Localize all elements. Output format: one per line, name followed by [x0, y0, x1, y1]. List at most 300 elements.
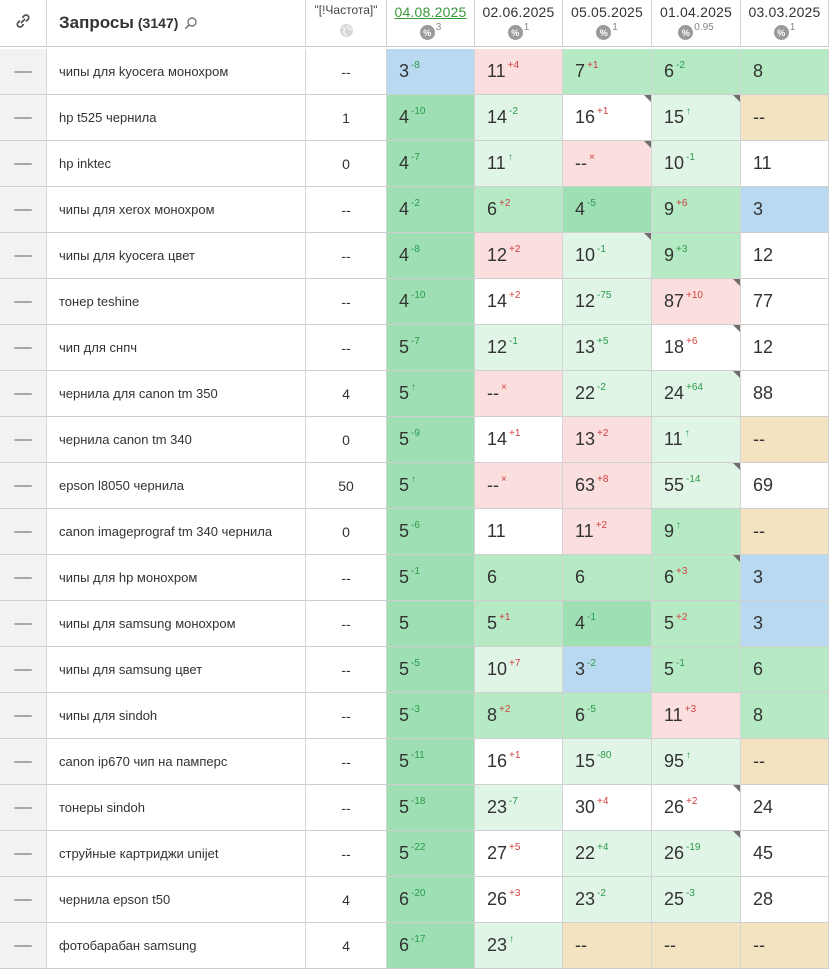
corner-marker-icon	[733, 279, 740, 286]
position-cell[interactable]	[387, 785, 475, 831]
position-value: --	[753, 429, 765, 449]
position-cell[interactable]	[741, 95, 829, 141]
percent-value: 1	[789, 22, 796, 33]
position-change: ↑	[411, 382, 417, 393]
position-cell[interactable]	[563, 325, 652, 371]
position-cell[interactable]	[387, 279, 475, 325]
position-cell[interactable]	[563, 463, 652, 509]
position-cell[interactable]	[741, 877, 829, 923]
position-value: 12	[753, 245, 774, 265]
position-cell[interactable]	[741, 417, 829, 463]
position-value: --	[575, 153, 587, 173]
position-value: 18	[664, 337, 685, 357]
position-cell[interactable]	[741, 49, 829, 95]
position-value: 5	[399, 475, 410, 495]
table-row	[0, 371, 829, 417]
position-value: 26	[664, 797, 685, 817]
position-value: 45	[753, 843, 774, 863]
position-change: -2	[411, 198, 420, 209]
position-cell[interactable]	[475, 279, 563, 325]
position-cell[interactable]	[563, 693, 652, 739]
position-cell[interactable]	[475, 831, 563, 877]
row-handle[interactable]	[0, 325, 47, 371]
position-cell[interactable]	[387, 601, 475, 647]
position-value: 6	[487, 199, 498, 219]
position-cell[interactable]	[563, 233, 652, 279]
position-change: -3	[686, 888, 695, 899]
row-handle[interactable]	[0, 693, 47, 739]
position-value: 8	[487, 705, 498, 725]
position-value: 16	[487, 751, 508, 771]
position-change: -10	[411, 106, 426, 117]
percent-value: 3	[435, 22, 442, 33]
position-change: ↑	[686, 106, 692, 117]
position-cell[interactable]	[563, 739, 652, 785]
position-value: 10	[487, 659, 508, 679]
position-cell[interactable]	[563, 647, 652, 693]
position-cell[interactable]	[652, 463, 741, 509]
position-cell[interactable]	[475, 555, 563, 601]
position-cell[interactable]	[741, 463, 829, 509]
search-icon[interactable]	[184, 16, 198, 30]
position-cell[interactable]	[652, 49, 741, 95]
position-value: --	[753, 521, 765, 541]
corner-marker-icon	[733, 831, 740, 838]
row-handle[interactable]	[0, 877, 47, 923]
corner-marker-icon	[644, 233, 651, 240]
position-value: 4	[575, 199, 586, 219]
position-cell[interactable]	[741, 601, 829, 647]
query-cell[interactable]: hp t525 чернила	[47, 95, 306, 141]
position-value: 11	[487, 61, 506, 81]
position-value: 15	[664, 107, 685, 127]
dash-icon	[14, 761, 32, 763]
row-handle[interactable]	[0, 509, 47, 555]
position-cell[interactable]	[563, 49, 652, 95]
position-cell[interactable]	[475, 325, 563, 371]
position-cell[interactable]	[741, 141, 829, 187]
position-change: +3	[509, 888, 521, 899]
position-cell[interactable]	[563, 417, 652, 463]
position-value: 6	[399, 889, 410, 909]
position-value: 6	[487, 567, 498, 587]
position-value: 55	[664, 475, 685, 495]
date-column-label[interactable]: 01.04.2025	[659, 4, 733, 20]
position-cell[interactable]	[741, 371, 829, 417]
row-handle[interactable]	[0, 187, 47, 233]
date-column-header-4[interactable]	[741, 0, 829, 47]
position-cell[interactable]	[475, 371, 563, 417]
position-cell[interactable]	[652, 555, 741, 601]
position-cell[interactable]	[563, 601, 652, 647]
position-change: -2	[509, 106, 518, 117]
position-change: +7	[509, 658, 521, 669]
position-change: +2	[499, 704, 511, 715]
position-cell[interactable]	[741, 831, 829, 877]
position-change: +1	[509, 750, 521, 761]
position-cell[interactable]	[387, 95, 475, 141]
frequency-cell: 50	[306, 463, 387, 509]
date-column-label[interactable]: 05.05.2025	[570, 4, 644, 20]
position-value: 6	[664, 61, 675, 81]
row-handle[interactable]	[0, 49, 47, 95]
position-change: +3	[684, 704, 697, 715]
position-cell[interactable]	[475, 739, 563, 785]
percent-badge-icon: %	[678, 25, 693, 40]
date-column-label[interactable]: 03.03.2025	[748, 4, 821, 20]
position-cell[interactable]	[475, 601, 563, 647]
frequency-column-header[interactable]	[306, 0, 387, 47]
row-handle[interactable]	[0, 601, 47, 647]
position-value: 6	[575, 567, 586, 587]
position-value: 3	[575, 659, 586, 679]
position-value: 14	[487, 429, 508, 449]
row-handle[interactable]	[0, 141, 47, 187]
position-change: +2	[595, 520, 608, 531]
position-cell[interactable]	[387, 141, 475, 187]
dash-icon	[14, 623, 32, 625]
position-cell[interactable]	[741, 923, 829, 969]
table-row	[0, 417, 829, 463]
position-value: 63	[575, 475, 596, 495]
position-cell[interactable]	[652, 739, 741, 785]
position-value: 28	[753, 889, 774, 909]
row-handle[interactable]	[0, 279, 47, 325]
position-change: +10	[686, 290, 703, 301]
position-change: -2	[676, 60, 685, 71]
query-cell[interactable]: чернила canon tm 340	[47, 417, 306, 463]
position-value: 95	[664, 751, 685, 771]
position-value: 15	[575, 751, 596, 771]
position-cell[interactable]	[387, 463, 475, 509]
corner-marker-icon	[644, 95, 651, 102]
position-value: --	[753, 751, 765, 771]
query-count: (3147)	[137, 15, 179, 31]
position-cell[interactable]	[387, 509, 475, 555]
query-cell[interactable]: чипы для samsung цвет	[47, 647, 306, 693]
position-value: --	[753, 107, 765, 127]
position-cell[interactable]	[652, 95, 741, 141]
date-column-label[interactable]: 02.06.2025	[482, 4, 555, 20]
dash-icon	[14, 301, 32, 303]
position-cell[interactable]	[741, 739, 829, 785]
position-change: +5	[597, 336, 609, 347]
frequency-cell: 4	[306, 923, 387, 969]
position-value: 3	[753, 567, 764, 587]
position-cell[interactable]	[387, 371, 475, 417]
corner-marker-icon	[733, 463, 740, 470]
position-value: 5	[399, 659, 410, 679]
position-cell[interactable]	[475, 141, 563, 187]
position-change: +2	[676, 612, 688, 623]
position-cell[interactable]	[563, 555, 652, 601]
position-cell[interactable]	[741, 279, 829, 325]
position-cell[interactable]	[741, 555, 829, 601]
position-cell[interactable]	[387, 417, 475, 463]
corner-marker-icon	[733, 555, 740, 562]
row-handle[interactable]	[0, 463, 47, 509]
position-cell[interactable]	[652, 509, 741, 555]
position-value: 5	[399, 751, 410, 771]
table-row	[0, 95, 829, 141]
position-cell[interactable]	[741, 187, 829, 233]
dash-icon	[14, 209, 32, 211]
row-handle[interactable]	[0, 371, 47, 417]
position-cell[interactable]	[475, 417, 563, 463]
row-handle[interactable]	[0, 923, 47, 969]
position-change: -7	[509, 796, 518, 807]
position-cell[interactable]	[475, 785, 563, 831]
query-cell[interactable]: чип для снпч	[47, 325, 306, 371]
position-change: +2	[509, 244, 521, 255]
table-row	[0, 647, 829, 693]
position-cell[interactable]	[652, 141, 741, 187]
dash-icon	[14, 577, 32, 579]
position-value: 11	[664, 705, 683, 725]
table-row	[0, 739, 829, 785]
position-cell[interactable]	[387, 555, 475, 601]
date-column-header-2[interactable]	[563, 0, 652, 47]
position-cell[interactable]	[741, 785, 829, 831]
percent-badge-icon: %	[774, 25, 789, 40]
row-handle[interactable]	[0, 233, 47, 279]
position-value: 5	[487, 613, 498, 633]
date-column-label[interactable]: 04.08.2025	[394, 4, 467, 20]
position-value: 16	[575, 107, 596, 127]
position-change: -19	[686, 842, 701, 853]
position-change: +1	[587, 60, 599, 71]
query-cell[interactable]: hp inktec	[47, 141, 306, 187]
position-cell[interactable]	[741, 233, 829, 279]
position-value: 10	[575, 245, 596, 265]
position-cell[interactable]	[741, 325, 829, 371]
position-cell[interactable]	[652, 877, 741, 923]
position-cell[interactable]	[652, 831, 741, 877]
position-cell[interactable]	[387, 877, 475, 923]
position-value: 9	[664, 245, 675, 265]
dash-icon	[14, 71, 32, 73]
position-change: ↑	[676, 520, 682, 531]
position-change: -18	[411, 796, 426, 807]
percent-badge-icon: %	[508, 25, 523, 40]
position-value: 8	[753, 61, 764, 81]
position-value: 4	[575, 613, 586, 633]
position-cell[interactable]	[387, 647, 475, 693]
position-value: 4	[399, 291, 410, 311]
position-cell[interactable]	[741, 647, 829, 693]
frequency-cell: 4	[306, 371, 387, 417]
position-cell[interactable]	[652, 325, 741, 371]
position-cell[interactable]	[475, 693, 563, 739]
frequency-cell: --	[306, 279, 387, 325]
position-change: +6	[676, 198, 688, 209]
position-value: 5	[399, 613, 410, 633]
query-cell[interactable]: тонеры sindoh	[47, 785, 306, 831]
position-value: 5	[399, 521, 410, 541]
link-icon[interactable]	[14, 12, 32, 35]
position-change: -8	[411, 244, 420, 255]
query-cell[interactable]: чипы для hp монохром	[47, 555, 306, 601]
position-change: ↑	[684, 428, 690, 439]
position-cell[interactable]	[387, 739, 475, 785]
position-change: -1	[587, 612, 596, 623]
position-cell[interactable]	[475, 877, 563, 923]
frequency-cell: --	[306, 49, 387, 95]
position-cell[interactable]	[563, 371, 652, 417]
query-cell[interactable]: фотобарабан samsung	[47, 923, 306, 969]
date-column-header-1[interactable]	[475, 0, 563, 47]
frequency-cell: 1	[306, 95, 387, 141]
position-value: 12	[753, 337, 774, 357]
position-change: +5	[509, 842, 521, 853]
position-change: -5	[587, 704, 596, 715]
position-cell[interactable]	[652, 601, 741, 647]
query-cell[interactable]: струйные картриджи unijet	[47, 831, 306, 877]
position-cell[interactable]	[652, 187, 741, 233]
position-cell[interactable]	[475, 647, 563, 693]
position-change: +2	[499, 198, 511, 209]
position-cell[interactable]	[387, 325, 475, 371]
row-handle[interactable]	[0, 95, 47, 141]
query-cell[interactable]: чипы для sindoh	[47, 693, 306, 739]
row-handle[interactable]	[0, 739, 47, 785]
query-cell[interactable]: чернила epson t50	[47, 877, 306, 923]
position-value: 26	[487, 889, 508, 909]
position-cell[interactable]	[741, 693, 829, 739]
dash-icon	[14, 899, 32, 901]
query-cell[interactable]: чернила для canon tm 350	[47, 371, 306, 417]
position-change: +2	[597, 428, 609, 439]
position-change: -8	[411, 60, 420, 71]
corner-marker-icon	[733, 371, 740, 378]
position-cell[interactable]	[652, 647, 741, 693]
position-cell[interactable]	[563, 187, 652, 233]
dash-icon	[14, 117, 32, 119]
position-change: +64	[686, 382, 703, 393]
position-cell[interactable]	[563, 95, 652, 141]
position-cell[interactable]	[741, 509, 829, 555]
position-change: ↑	[507, 152, 513, 163]
position-cell[interactable]	[652, 279, 741, 325]
row-handle[interactable]	[0, 555, 47, 601]
position-value: 13	[575, 337, 596, 357]
position-cell[interactable]	[475, 233, 563, 279]
frequency-cell: 0	[306, 509, 387, 555]
position-change: +4	[597, 796, 609, 807]
frequency-cell: --	[306, 187, 387, 233]
dash-icon	[14, 945, 32, 947]
position-value: --	[487, 383, 499, 403]
position-value: --	[664, 935, 676, 955]
position-cell[interactable]	[563, 923, 652, 969]
position-change: ↑	[411, 474, 417, 485]
position-cell[interactable]	[652, 923, 741, 969]
position-cell[interactable]	[563, 877, 652, 923]
link-column-header[interactable]	[0, 0, 47, 47]
row-handle[interactable]	[0, 417, 47, 463]
position-cell[interactable]	[387, 233, 475, 279]
position-cell[interactable]	[563, 509, 652, 555]
position-cell[interactable]	[652, 233, 741, 279]
position-cell[interactable]	[475, 187, 563, 233]
row-handle[interactable]	[0, 647, 47, 693]
position-value: 25	[664, 889, 685, 909]
query-cell[interactable]: чипы для kyocera цвет	[47, 233, 306, 279]
query-cell[interactable]: epson l8050 чернила	[47, 463, 306, 509]
position-cell[interactable]	[563, 279, 652, 325]
table-row	[0, 141, 829, 187]
table-row	[0, 923, 829, 969]
query-cell[interactable]: canon ip670 чип на памперс	[47, 739, 306, 785]
position-cell[interactable]	[652, 785, 741, 831]
position-cell[interactable]	[475, 95, 563, 141]
position-value: 3	[753, 613, 764, 633]
row-handle[interactable]	[0, 785, 47, 831]
row-handle[interactable]	[0, 831, 47, 877]
position-change: -80	[597, 750, 612, 761]
position-value: 12	[487, 337, 508, 357]
query-cell[interactable]: чипы для kyocera монохром	[47, 49, 306, 95]
position-value: 5	[664, 613, 675, 633]
position-change: ×	[589, 152, 595, 163]
position-cell[interactable]	[387, 187, 475, 233]
dash-icon	[14, 807, 32, 809]
table-row	[0, 463, 829, 509]
table-row	[0, 555, 829, 601]
position-change: ×	[501, 474, 507, 485]
position-value: 24	[664, 383, 685, 403]
position-value: 88	[753, 383, 774, 403]
position-cell[interactable]	[563, 141, 652, 187]
position-change: -2	[597, 382, 606, 393]
query-cell[interactable]: тонер teshine	[47, 279, 306, 325]
position-change: -1	[686, 152, 695, 163]
position-cell[interactable]	[475, 923, 563, 969]
position-value: 24	[753, 797, 774, 817]
query-cell[interactable]: canon imageprograf tm 340 чернила	[47, 509, 306, 555]
position-change: +2	[686, 796, 698, 807]
position-change: -11	[411, 750, 425, 761]
position-change: -2	[587, 658, 596, 669]
query-cell[interactable]: чипы для samsung монохром	[47, 601, 306, 647]
frequency-cell: --	[306, 555, 387, 601]
position-change: -10	[411, 290, 426, 301]
position-cell[interactable]	[387, 49, 475, 95]
position-cell[interactable]	[475, 463, 563, 509]
query-column-header[interactable]	[47, 0, 306, 47]
position-cell[interactable]	[387, 831, 475, 877]
position-value: 5	[399, 567, 410, 587]
corner-marker-icon	[644, 141, 651, 148]
position-change: -6	[411, 520, 420, 531]
position-cell[interactable]	[563, 831, 652, 877]
position-cell[interactable]	[475, 49, 563, 95]
corner-marker-icon	[733, 785, 740, 792]
position-cell[interactable]	[652, 693, 741, 739]
position-cell[interactable]	[652, 417, 741, 463]
position-cell[interactable]	[387, 693, 475, 739]
position-cell[interactable]	[475, 509, 563, 555]
date-column-header-3[interactable]	[652, 0, 741, 47]
position-cell[interactable]	[652, 371, 741, 417]
position-change: -1	[597, 244, 606, 255]
date-column-header-0[interactable]	[387, 0, 475, 47]
position-cell[interactable]	[563, 785, 652, 831]
frequency-cell: --	[306, 325, 387, 371]
query-cell[interactable]: чипы для xerox монохром	[47, 187, 306, 233]
dash-icon	[14, 669, 32, 671]
position-cell[interactable]	[387, 923, 475, 969]
